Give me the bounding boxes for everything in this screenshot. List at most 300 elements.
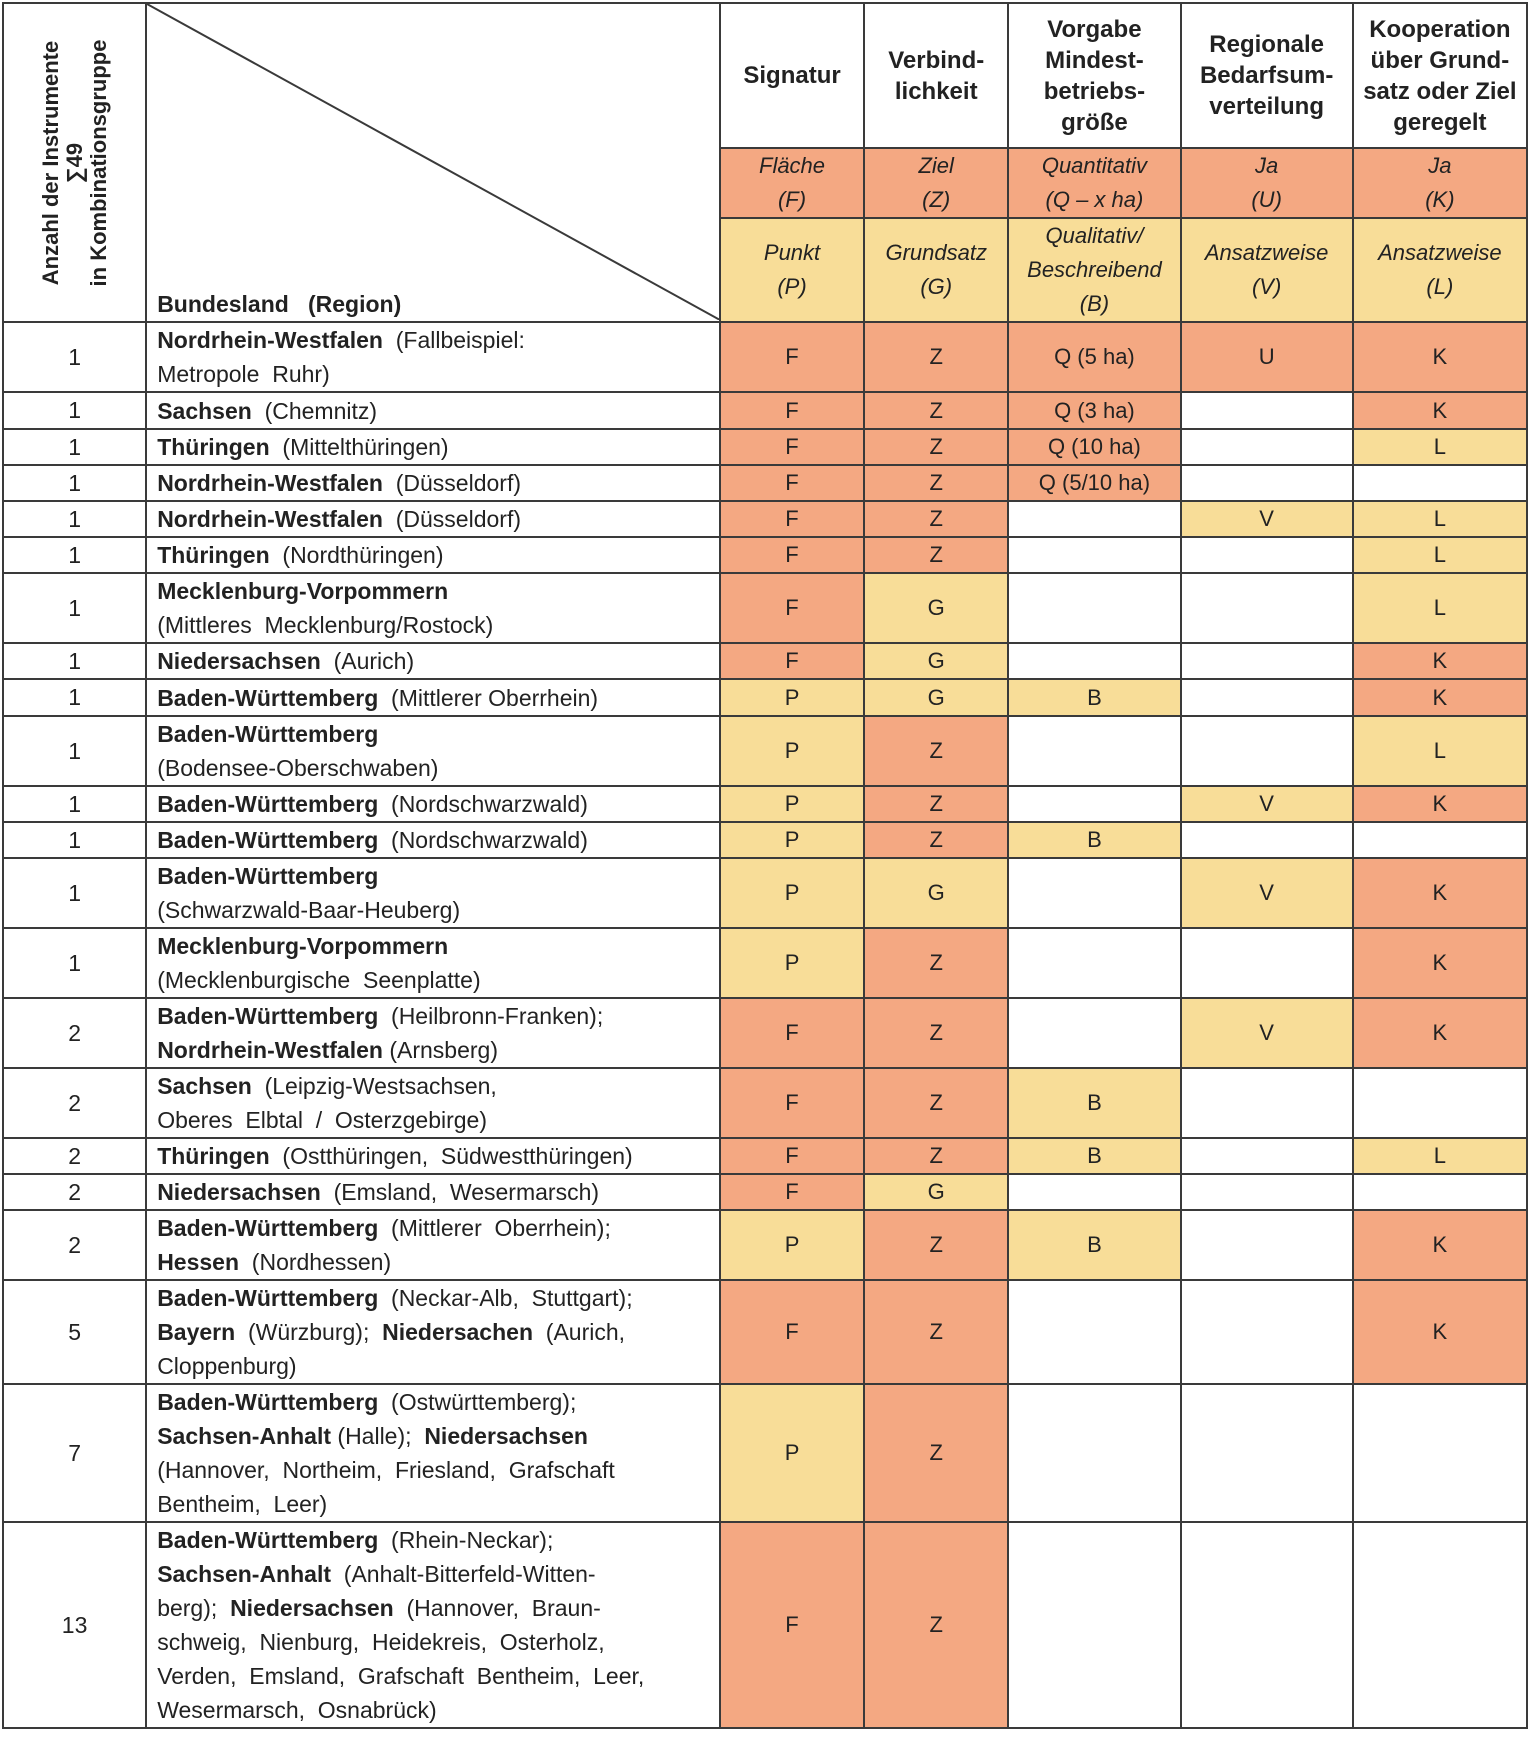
region-name: (Anhalt-Bitterfeld-Witten-	[331, 1561, 596, 1587]
region-cell	[146, 716, 720, 786]
count-cell: 2	[3, 1210, 146, 1280]
bundesland-name: Mecklenburg-Vorpommern	[157, 578, 449, 604]
count-cell: 1	[3, 786, 146, 822]
count-cell: 1	[3, 679, 146, 716]
mindestbetriebsgroesse-cell: B	[1008, 1138, 1180, 1174]
bedarfsumverteilung-cell	[1181, 465, 1353, 501]
region-name: (Schwarzwald-Baar-Heuberg)	[157, 897, 461, 923]
region-name: (Aurich)	[320, 648, 415, 674]
signatur-cell: F	[720, 1068, 864, 1138]
col-title-line: Mindest-	[1045, 46, 1144, 74]
bedarfsumverteilung-cell: V	[1181, 501, 1353, 537]
count-cell: 1	[3, 928, 146, 998]
legend-strong-line: (Z)	[922, 187, 951, 212]
region-name: (Arnsberg)	[382, 1037, 499, 1063]
region-name: (Mittlerer Oberrhein)	[378, 684, 599, 711]
legend-strong-line: Fläche	[759, 153, 826, 178]
region-name: (Würzburg);	[235, 1319, 383, 1345]
col-title-line: Verbind-	[888, 46, 985, 74]
region-cell	[146, 1280, 720, 1384]
kooperation-cell	[1353, 1384, 1527, 1522]
bundesland-name: Nordrhein-Westfalen	[157, 470, 383, 496]
col-title-line: Vorgabe	[1047, 15, 1142, 43]
legend-weak-line: Ansatzweise	[1204, 240, 1329, 265]
col-title-line: Bedarfsum-	[1199, 62, 1334, 89]
bundesland-name: Niedersachsen	[230, 1595, 394, 1621]
verbindlichkeit-cell: Z	[864, 1522, 1008, 1728]
count-cell: 1	[3, 716, 146, 786]
bundesland-name: Baden-Württemberg	[157, 1215, 379, 1241]
region-name: Metropole Ruhr)	[157, 361, 330, 387]
col-title-line: lichkeit	[894, 77, 978, 105]
col-title-line: Kooperation	[1369, 15, 1511, 43]
bedarfsumverteilung-cell	[1181, 1174, 1353, 1210]
bedarfsumverteilung-cell: V	[1181, 858, 1353, 928]
count-cell: 2	[3, 1174, 146, 1210]
region-name: (Emsland, Wesermarsch)	[320, 1179, 600, 1205]
kooperation-cell: K	[1353, 928, 1527, 998]
bedarfsumverteilung-cell	[1181, 1210, 1353, 1280]
verbindlichkeit-cell: G	[864, 858, 1008, 928]
mindestbetriebsgroesse-cell	[1008, 998, 1180, 1068]
signatur-cell: F	[720, 1174, 864, 1210]
col-title-kooperation	[1353, 3, 1527, 148]
region-name: (Bodensee-Oberschwaben)	[157, 755, 439, 781]
region-name: (Nordschwarzwald)	[378, 827, 588, 853]
kooperation-cell: K	[1353, 392, 1527, 429]
mindestbetriebsgroesse-cell: Q (10 ha)	[1008, 429, 1180, 465]
region-name: Cloppenburg)	[157, 1353, 297, 1379]
bundesland-name: Baden-Württemberg	[157, 1003, 379, 1029]
bundesland-name: Mecklenburg-Vorpommern	[157, 933, 449, 959]
bedarfsumverteilung-cell: V	[1181, 998, 1353, 1068]
count-cell: 1	[3, 822, 146, 858]
col-title-signatur	[720, 3, 864, 148]
mindestbetriebsgroesse-cell: B	[1008, 1068, 1180, 1138]
bedarfsumverteilung-cell	[1181, 573, 1353, 643]
count-cell: 1	[3, 465, 146, 501]
signatur-cell: F	[720, 1280, 864, 1384]
kooperation-cell: L	[1353, 537, 1527, 573]
region-name: berg);	[157, 1595, 231, 1621]
bedarfsumverteilung-cell: U	[1181, 322, 1353, 392]
region-name: (Halle);	[331, 1423, 425, 1449]
col-title-line: Regionale	[1209, 31, 1324, 58]
table-row	[3, 465, 1527, 501]
bedarfsumverteilung-cell	[1181, 1384, 1353, 1522]
table-row	[3, 1138, 1527, 1174]
signatur-cell: F	[720, 429, 864, 465]
bundesland-name: Thüringen	[157, 542, 270, 568]
signatur-cell: P	[720, 679, 864, 716]
count-cell: 1	[3, 322, 146, 392]
legend-strong-line: (F)	[777, 187, 807, 212]
bundesland-name: Thüringen	[157, 434, 270, 460]
region-name: (Mittlerer Oberrhein);	[378, 1215, 611, 1241]
bundesland-name: Nordrhein-Westfalen	[157, 506, 383, 532]
bundesland-name: Sachsen-Anhalt	[157, 1561, 332, 1587]
table-body	[3, 322, 1527, 1728]
verbindlichkeit-cell: G	[864, 1174, 1008, 1210]
bedarfsumverteilung-cell	[1181, 537, 1353, 573]
signatur-cell: F	[720, 1138, 864, 1174]
verbindlichkeit-cell: Z	[864, 392, 1008, 429]
bedarfsumverteilung-cell	[1181, 429, 1353, 465]
mindestbetriebsgroesse-cell: B	[1008, 822, 1180, 858]
verbindlichkeit-cell: Z	[864, 537, 1008, 573]
legend-strong-line: Ja	[1428, 153, 1452, 178]
region-cell	[146, 1522, 720, 1728]
table-row	[3, 822, 1527, 858]
verbindlichkeit-cell: Z	[864, 998, 1008, 1068]
bedarfsumverteilung-cell	[1181, 1280, 1353, 1384]
region-cell	[146, 1174, 720, 1210]
table-row	[3, 429, 1527, 465]
verbindlichkeit-cell: G	[864, 573, 1008, 643]
region-cell	[146, 392, 720, 429]
mindestbetriebsgroesse-cell	[1008, 1522, 1180, 1728]
region-cell	[146, 537, 720, 573]
kooperation-cell	[1353, 1068, 1527, 1138]
region-name: (Heilbronn-Franken);	[378, 1003, 604, 1029]
count-cell: 5	[3, 1280, 146, 1384]
col-title-line: Signatur	[743, 62, 841, 89]
bedarfsumverteilung-cell	[1181, 1522, 1353, 1728]
region-cell	[146, 786, 720, 822]
verbindlichkeit-cell: G	[864, 679, 1008, 716]
table-row	[3, 1522, 1527, 1728]
mindestbetriebsgroesse-cell: Q (5/10 ha)	[1008, 465, 1180, 501]
table-row	[3, 1068, 1527, 1138]
kooperation-cell: K	[1353, 858, 1527, 928]
table-row	[3, 1210, 1527, 1280]
mindestbetriebsgroesse-cell	[1008, 1280, 1180, 1384]
count-cell: 13	[3, 1522, 146, 1728]
mindestbetriebsgroesse-cell	[1008, 501, 1180, 537]
bundesland-name: Baden-Württemberg	[157, 1389, 379, 1415]
region-cell	[146, 858, 720, 928]
region-cell	[146, 1068, 720, 1138]
region-cell	[146, 679, 720, 716]
region-name: (Hannover, Braun-	[393, 1595, 601, 1621]
count-header-line: Anzahl der Instrumente	[37, 40, 63, 285]
kooperation-cell: K	[1353, 322, 1527, 392]
bundesland-name: Niedersachsen	[157, 648, 321, 674]
signatur-cell: P	[720, 786, 864, 822]
verbindlichkeit-cell: G	[864, 643, 1008, 679]
bundesland-name: Baden-Württemberg	[157, 1285, 379, 1311]
bundesland-name: Niedersachsen	[424, 1423, 588, 1449]
region-name: (Chemnitz)	[251, 397, 378, 424]
corner-label	[157, 289, 401, 319]
legend-strong-cell	[1008, 148, 1180, 218]
region-name: schweig, Nienburg, Heidekreis, Osterholz,	[157, 1629, 605, 1655]
table-row	[3, 679, 1527, 716]
col-title-bedarfsumverteilung	[1181, 3, 1353, 148]
table-row	[3, 1280, 1527, 1384]
mindestbetriebsgroesse-cell	[1008, 928, 1180, 998]
region-name: Oberes Elbtal / Osterzgebirge)	[157, 1107, 487, 1133]
count-column-header	[3, 3, 146, 322]
legend-weak-line: (P)	[777, 274, 807, 299]
region-cell	[146, 643, 720, 679]
region-name: (Ostwürttemberg);	[378, 1389, 577, 1415]
region-cell	[146, 429, 720, 465]
count-cell: 2	[3, 1138, 146, 1174]
bundesland-name: Sachsen	[157, 397, 252, 424]
region-cell	[146, 1138, 720, 1174]
mindestbetriebsgroesse-cell	[1008, 1174, 1180, 1210]
mindestbetriebsgroesse-cell	[1008, 716, 1180, 786]
region-name: (Fallbeispiel:	[382, 327, 525, 353]
mindestbetriebsgroesse-cell	[1008, 537, 1180, 573]
kooperation-cell: L	[1353, 429, 1527, 465]
region-name: (Mittelthüringen)	[269, 434, 449, 460]
table-row	[3, 928, 1527, 998]
signatur-cell: P	[720, 716, 864, 786]
signatur-cell: F	[720, 322, 864, 392]
region-name: (Mittleres Mecklenburg/Rostock)	[157, 612, 494, 638]
region-label: (Region)	[307, 291, 402, 317]
bedarfsumverteilung-cell	[1181, 643, 1353, 679]
region-cell	[146, 1384, 720, 1522]
table-row	[3, 1174, 1527, 1210]
count-cell: 7	[3, 1384, 146, 1522]
region-name: (Aurich,	[533, 1319, 626, 1345]
kooperation-cell: K	[1353, 1210, 1527, 1280]
signatur-cell: F	[720, 1522, 864, 1728]
signatur-cell: P	[720, 928, 864, 998]
kooperation-cell: K	[1353, 643, 1527, 679]
bundesland-name: Hessen	[157, 1249, 240, 1275]
region-cell	[146, 822, 720, 858]
signatur-cell: F	[720, 573, 864, 643]
count-cell: 1	[3, 643, 146, 679]
table-row	[3, 643, 1527, 679]
legend-weak-cell	[1008, 218, 1180, 322]
legend-strong-line: Ja	[1255, 153, 1279, 178]
table-row	[3, 537, 1527, 573]
mindestbetriebsgroesse-cell: B	[1008, 1210, 1180, 1280]
signatur-cell: P	[720, 1384, 864, 1522]
region-cell	[146, 465, 720, 501]
bedarfsumverteilung-cell	[1181, 928, 1353, 998]
region-cell	[146, 501, 720, 537]
region-name: (Mecklenburgische Seenplatte)	[157, 967, 481, 993]
verbindlichkeit-cell: Z	[864, 786, 1008, 822]
verbindlichkeit-cell: Z	[864, 1210, 1008, 1280]
table-row	[3, 322, 1527, 392]
legend-weak-cell	[1181, 218, 1353, 322]
legend-weak-line: (V)	[1251, 274, 1282, 299]
verbindlichkeit-cell: Z	[864, 501, 1008, 537]
verbindlichkeit-cell: Z	[864, 822, 1008, 858]
signatur-cell: P	[720, 822, 864, 858]
bundesland-name: Baden-Württemberg	[157, 684, 379, 711]
kooperation-cell: K	[1353, 786, 1527, 822]
region-name: (Leipzig-Westsachsen,	[251, 1073, 497, 1099]
region-cell	[146, 573, 720, 643]
count-cell: 2	[3, 998, 146, 1068]
table-row	[3, 1384, 1527, 1522]
table-row	[3, 786, 1527, 822]
table-row	[3, 716, 1527, 786]
signatur-cell: F	[720, 998, 864, 1068]
mindestbetriebsgroesse-cell	[1008, 573, 1180, 643]
signatur-cell: F	[720, 643, 864, 679]
mindestbetriebsgroesse-cell: Q (3 ha)	[1008, 392, 1180, 429]
bedarfsumverteilung-cell: V	[1181, 786, 1353, 822]
bundesland-name: Niedersachen	[382, 1319, 533, 1345]
legend-strong-line: (U)	[1251, 187, 1282, 212]
legend-strong-line: Ziel	[918, 153, 954, 178]
kooperation-cell: L	[1353, 573, 1527, 643]
count-cell: 1	[3, 392, 146, 429]
bundesland-name: Baden-Württemberg	[157, 721, 379, 747]
legend-strong-line: (Q – x ha)	[1045, 187, 1144, 212]
legend-weak-line: (B)	[1079, 291, 1110, 316]
table-row	[3, 501, 1527, 537]
bundesland-name: Baden-Württemberg	[157, 827, 379, 853]
legend-weak-line: Grundsatz	[885, 240, 987, 265]
bundesland-name: Baden-Württemberg	[157, 863, 379, 889]
col-title-verbindlichkeit	[864, 3, 1008, 148]
kooperation-cell: K	[1353, 1280, 1527, 1384]
bedarfsumverteilung-cell	[1181, 1138, 1353, 1174]
region-name: (Nordhessen)	[239, 1249, 392, 1275]
legend-weak-line: (G)	[920, 274, 953, 299]
signatur-cell: P	[720, 1210, 864, 1280]
legend-weak-line: Beschreibend	[1027, 257, 1162, 282]
bundesland-name: Nordrhein-Westfalen	[157, 327, 383, 353]
legend-weak-line: (L)	[1426, 274, 1454, 299]
mindestbetriebsgroesse-cell	[1008, 786, 1180, 822]
classification-table	[2, 2, 1528, 1729]
bedarfsumverteilung-cell	[1181, 822, 1353, 858]
region-name: Wesermarsch, Osnabrück)	[157, 1697, 437, 1723]
signatur-cell: F	[720, 537, 864, 573]
kooperation-cell	[1353, 465, 1527, 501]
table-row	[3, 998, 1527, 1068]
legend-strong-line: Quantitativ	[1041, 153, 1147, 178]
mindestbetriebsgroesse-cell: Q (5 ha)	[1008, 322, 1180, 392]
kooperation-cell: K	[1353, 679, 1527, 716]
col-title-line: geregelt	[1393, 108, 1487, 136]
bedarfsumverteilung-cell	[1181, 679, 1353, 716]
mindestbetriebsgroesse-cell	[1008, 1384, 1180, 1522]
legend-strong-cell	[1353, 148, 1527, 218]
kooperation-cell: L	[1353, 1138, 1527, 1174]
kooperation-cell	[1353, 822, 1527, 858]
bundesland-name: Bayern	[157, 1319, 236, 1345]
verbindlichkeit-cell: Z	[864, 322, 1008, 392]
legend-weak-line: Qualitativ/	[1045, 223, 1144, 248]
count-cell: 2	[3, 1068, 146, 1138]
region-name: (Ostthüringen, Südwestthüringen)	[269, 1143, 633, 1169]
signatur-cell: F	[720, 465, 864, 501]
legend-weak-line: Punkt	[763, 240, 821, 265]
kooperation-cell: K	[1353, 998, 1527, 1068]
col-title-line: größe	[1061, 108, 1128, 136]
bundesland-name: Nordrhein-Westfalen	[157, 1037, 383, 1063]
signatur-cell: F	[720, 392, 864, 429]
verbindlichkeit-cell: Z	[864, 465, 1008, 501]
verbindlichkeit-cell: Z	[864, 429, 1008, 465]
diagonal-divider	[147, 4, 720, 320]
region-name: (Neckar-Alb, Stuttgart);	[378, 1285, 633, 1311]
region-name: Verden, Emsland, Grafschaft Bentheim, Leer,	[157, 1663, 645, 1689]
signatur-cell: F	[720, 501, 864, 537]
bundesland-name: Sachsen-Anhalt	[157, 1423, 332, 1449]
region-name: Bentheim, Leer)	[157, 1491, 328, 1517]
count-cell: 1	[3, 573, 146, 643]
bedarfsumverteilung-cell	[1181, 1068, 1353, 1138]
verbindlichkeit-cell: Z	[864, 716, 1008, 786]
bundesland-name: Thüringen	[157, 1143, 270, 1169]
kooperation-cell	[1353, 1522, 1527, 1728]
region-name: (Düsseldorf)	[382, 470, 522, 496]
bundesland-name: Sachsen	[157, 1073, 252, 1099]
count-header-line: in Kombinationsgruppe	[85, 39, 111, 286]
col-title-mindestbetriebsgroesse	[1008, 3, 1180, 148]
region-name: (Nordschwarzwald)	[378, 791, 588, 817]
count-header-line: ∑49	[61, 142, 87, 183]
count-cell: 1	[3, 858, 146, 928]
table-row	[3, 858, 1527, 928]
region-cell	[146, 998, 720, 1068]
count-cell: 1	[3, 429, 146, 465]
bedarfsumverteilung-cell	[1181, 392, 1353, 429]
verbindlichkeit-cell: Z	[864, 1138, 1008, 1174]
col-title-line: über Grund-	[1370, 46, 1510, 74]
region-cell	[146, 928, 720, 998]
col-title-line: satz oder Ziel	[1363, 77, 1517, 105]
region-name: (Nordthüringen)	[269, 542, 444, 568]
region-name: (Rhein-Neckar);	[378, 1527, 554, 1553]
legend-weak-line: Ansatzweise	[1378, 240, 1502, 265]
legend-weak-cell	[864, 218, 1008, 322]
corner-header-cell	[146, 3, 720, 322]
col-title-line: betriebs-	[1043, 77, 1146, 105]
bundesland-name: Baden-Württemberg	[157, 1527, 379, 1553]
legend-strong-cell	[864, 148, 1008, 218]
bundesland-name: Baden-Württemberg	[157, 791, 379, 817]
kooperation-cell: L	[1353, 716, 1527, 786]
count-header-label	[39, 39, 111, 286]
verbindlichkeit-cell: Z	[864, 1280, 1008, 1384]
col-title-line: verteilung	[1209, 93, 1324, 120]
mindestbetriebsgroesse-cell	[1008, 643, 1180, 679]
kooperation-cell: L	[1353, 501, 1527, 537]
kooperation-cell	[1353, 1174, 1527, 1210]
signatur-cell: P	[720, 858, 864, 928]
legend-weak-cell	[1353, 218, 1527, 322]
legend-strong-cell	[1181, 148, 1353, 218]
region-cell	[146, 322, 720, 392]
table-row	[3, 573, 1527, 643]
count-cell: 1	[3, 501, 146, 537]
mindestbetriebsgroesse-cell	[1008, 858, 1180, 928]
bedarfsumverteilung-cell	[1181, 716, 1353, 786]
verbindlichkeit-cell: Z	[864, 928, 1008, 998]
verbindlichkeit-cell: Z	[864, 1068, 1008, 1138]
count-cell: 1	[3, 537, 146, 573]
table-row	[3, 392, 1527, 429]
region-name: (Düsseldorf)	[382, 506, 522, 532]
bundesland-label: Bundesland	[157, 291, 289, 317]
legend-strong-cell	[720, 148, 864, 218]
legend-strong-line: (K)	[1425, 187, 1455, 212]
